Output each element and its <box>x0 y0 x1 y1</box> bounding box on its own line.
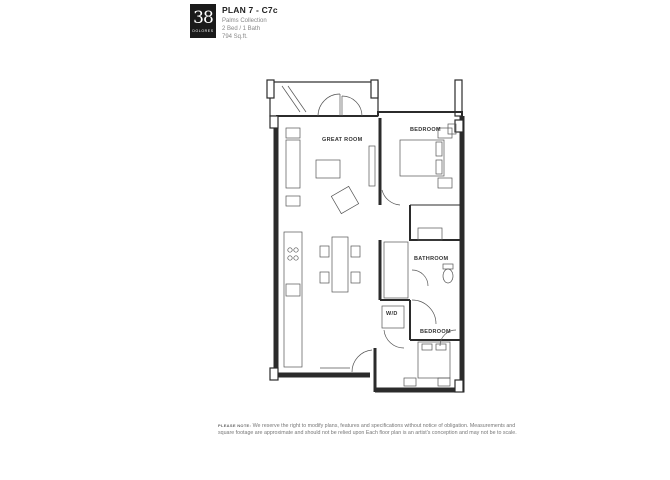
kitchen-counter <box>284 232 302 367</box>
bedroom-bottom-furniture <box>404 330 456 386</box>
post-bottom-left <box>270 368 278 380</box>
balcony-doors <box>282 86 362 116</box>
end-table-top <box>286 128 300 138</box>
kitchen-sink <box>286 284 300 296</box>
disclaimer-text: We reserve the right to modify plans, features and specifications without notice of obligation. Measurements and square footage are approximate and should not be relied upon Each floor plan is an artist's conception and may not be to scale. <box>218 423 517 437</box>
disclaimer-note <box>218 422 518 437</box>
balcony-outline <box>270 82 378 116</box>
bed-top <box>400 140 444 176</box>
disclaimer-label: PLEASE NOTE: <box>218 423 252 428</box>
plan-area: 794 Sq.ft. <box>222 34 248 40</box>
label-great-room: GREAT ROOM <box>322 137 363 143</box>
bathroom-fixtures <box>384 228 453 298</box>
end-table-bottom <box>286 196 300 206</box>
great-room-furniture <box>284 128 375 372</box>
balcony-column-right <box>371 80 378 98</box>
label-bedroom-bottom: BEDROOM <box>420 329 451 335</box>
post-top-left <box>270 116 278 128</box>
logo-word: DOLORES <box>192 29 214 33</box>
label-wd: W/D <box>386 311 398 317</box>
dining-table <box>332 237 348 292</box>
sofa <box>286 140 300 188</box>
bed-bottom <box>418 342 450 378</box>
vanity <box>418 228 442 240</box>
plan-title: PLAN 7 - C7c <box>222 5 278 15</box>
coffee-table <box>316 160 340 178</box>
plan-collection: Palms Collection <box>222 18 267 24</box>
armchair <box>331 186 358 213</box>
logo-number: 38 <box>193 8 213 28</box>
balcony-column-left <box>267 80 274 98</box>
toilet <box>443 269 453 283</box>
tub <box>384 242 408 298</box>
label-bathroom: BATHROOM <box>414 256 449 262</box>
column-top-right <box>455 80 462 116</box>
label-bedroom-top: BEDROOM <box>410 127 441 133</box>
bedroom-top-furniture <box>382 124 456 205</box>
tv-console <box>369 146 375 186</box>
plan-beds-baths: 2 Bed / 1 Bath <box>222 26 261 32</box>
post-bottom-right <box>455 380 463 392</box>
